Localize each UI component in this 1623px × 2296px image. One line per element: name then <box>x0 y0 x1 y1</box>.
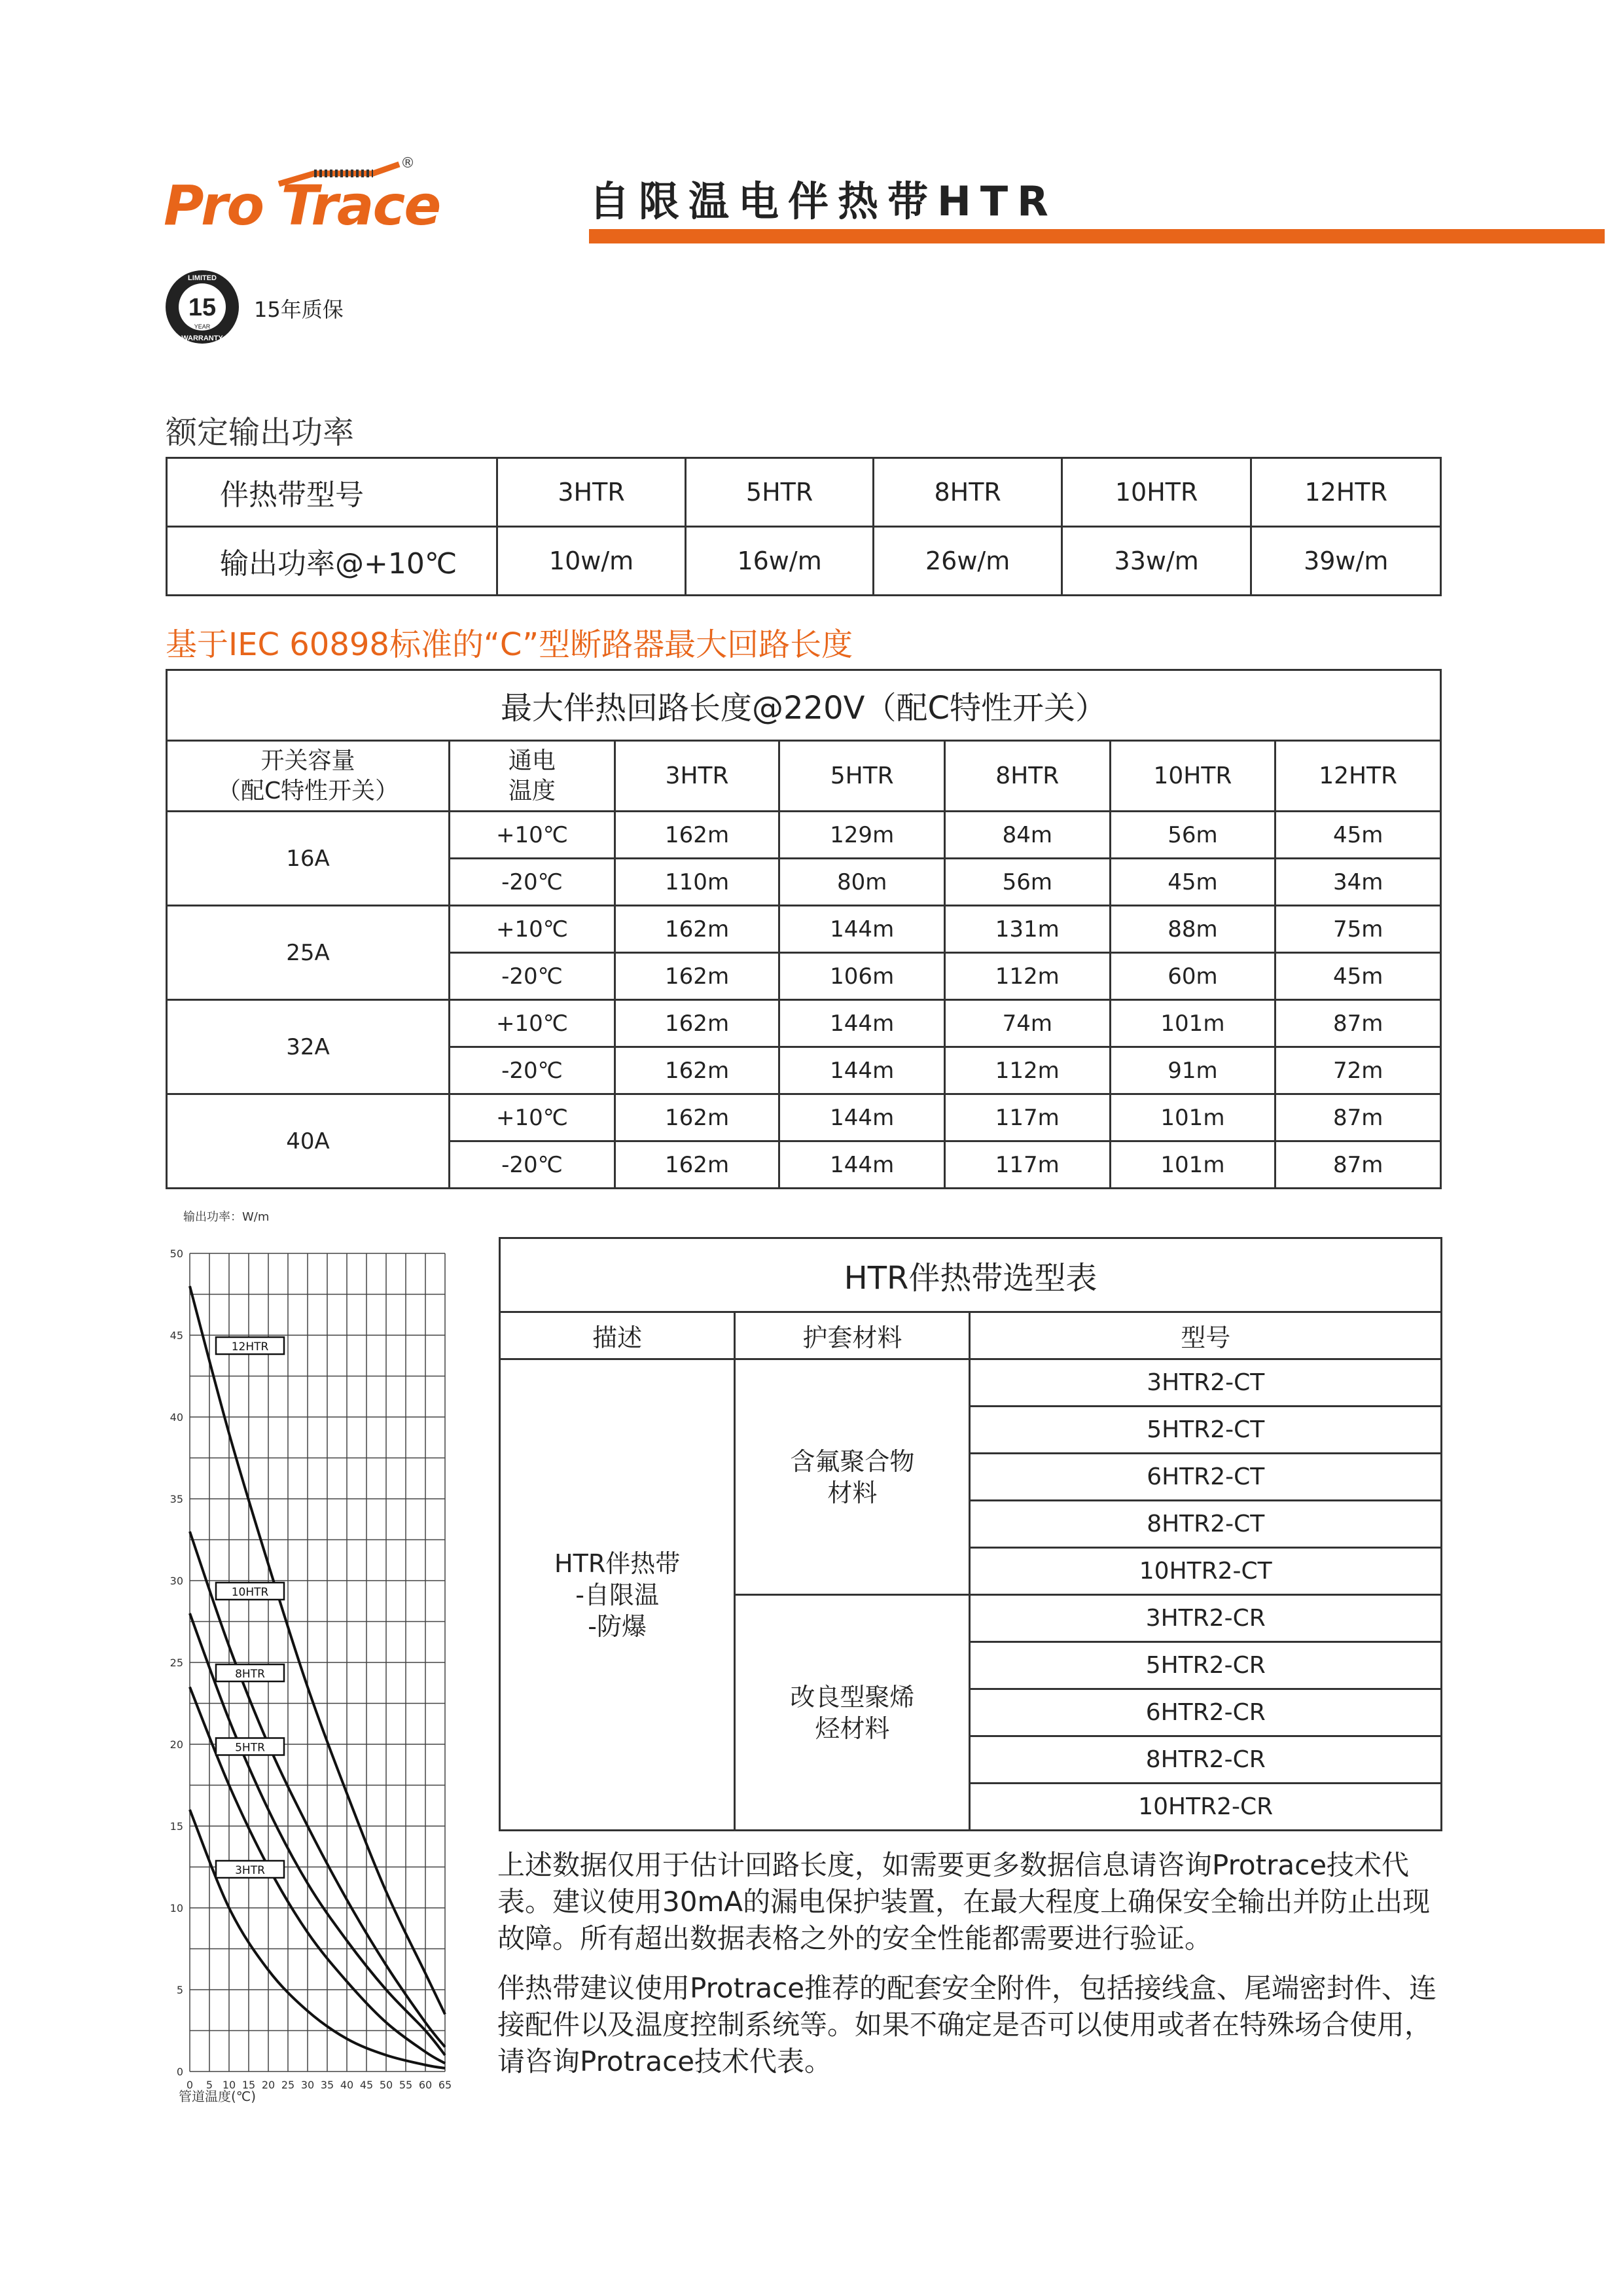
series-label: 3HTR <box>235 1864 265 1877</box>
x-tick-label: 50 <box>379 2079 393 2091</box>
y-tick-label: 50 <box>169 1247 183 1260</box>
length-cell: 144m <box>779 1141 945 1189</box>
y-tick-label: 15 <box>169 1820 183 1833</box>
x-tick-label: 15 <box>241 2079 256 2091</box>
notes <box>497 1847 1453 2093</box>
output-cell: 16w/m <box>685 527 874 596</box>
col-model-header: 型号 <box>970 1312 1442 1359</box>
model-cell: 10HTR2-CR <box>970 1784 1442 1831</box>
length-cell: 112m <box>944 1047 1110 1094</box>
table-row <box>167 1000 1441 1047</box>
col-model-header: 8HTR <box>944 741 1110 812</box>
temp-cell: -20℃ <box>450 1141 615 1189</box>
brand-logo <box>164 155 440 238</box>
row-header-model: 伴热带型号 <box>167 458 497 527</box>
length-cell: 144m <box>779 1094 945 1141</box>
description-cell: HTR伴热带 -自限温 -防爆 <box>500 1359 735 1831</box>
rated-output-table <box>166 457 1442 596</box>
x-tick-label: 60 <box>418 2079 433 2091</box>
note-paragraph: 上述数据仅用于估计回路长度，如需要更多数据信息请咨询Protrace技术代表。建议使用30mA的漏电保护装置，在最大程度上确保安全输出并防止出现故障。所有超出数据表格之外的安全性能都需要进行验证。 <box>497 1849 1431 1954</box>
model-cell: 3HTR2-CT <box>970 1359 1442 1407</box>
output-cell: 10w/m <box>497 527 686 596</box>
circuit-length-table <box>166 669 1442 1189</box>
col-model-header: 3HTR <box>615 741 779 812</box>
y-tick-label: 35 <box>169 1493 183 1505</box>
temp-cell: +10℃ <box>450 1000 615 1047</box>
length-cell: 162m <box>615 953 779 1000</box>
model-cell: 12HTR <box>1251 458 1441 527</box>
length-cell: 117m <box>944 1141 1110 1189</box>
temp-cell: -20℃ <box>450 859 615 906</box>
length-cell: 117m <box>944 1094 1110 1141</box>
model-cell: 5HTR <box>685 458 874 527</box>
model-cell: 10HTR2-CT <box>970 1548 1442 1595</box>
length-cell: 56m <box>1110 812 1275 859</box>
model-cell: 8HTR2-CT <box>970 1501 1442 1548</box>
length-cell: 60m <box>1110 953 1275 1000</box>
col-model-header: 10HTR <box>1110 741 1275 812</box>
series-line-3HTR <box>190 1810 445 2068</box>
length-cell: 101m <box>1110 1141 1275 1189</box>
selection-table <box>499 1237 1442 1831</box>
length-cell: 45m <box>1275 812 1441 859</box>
length-cell: 106m <box>779 953 945 1000</box>
col-material-header: 护套材料 <box>735 1312 970 1359</box>
chart-x-axis-label: 管道温度(℃) <box>179 2089 257 2104</box>
y-tick-label: 25 <box>169 1657 183 1669</box>
rated-output-heading: 额定输出功率 <box>166 414 355 451</box>
length-cell: 112m <box>944 953 1110 1000</box>
length-cell: 80m <box>779 859 945 906</box>
temp-cell: -20℃ <box>450 953 615 1000</box>
table-header-row <box>500 1312 1442 1359</box>
length-cell: 162m <box>615 1000 779 1047</box>
model-cell: 6HTR2-CT <box>970 1454 1442 1501</box>
x-tick-label: 40 <box>340 2079 354 2091</box>
y-tick-label: 45 <box>169 1329 183 1342</box>
temp-cell: -20℃ <box>450 1047 615 1094</box>
col-description-header: 描述 <box>500 1312 735 1359</box>
model-cell: 3HTR2-CR <box>970 1595 1442 1642</box>
circuit-length-heading: 基于IEC 60898标准的“C”型断路器最大回路长度 <box>166 626 853 663</box>
length-cell: 45m <box>1110 859 1275 906</box>
y-tick-label: 40 <box>169 1411 183 1424</box>
length-cell: 72m <box>1275 1047 1441 1094</box>
warranty-text: 15年质保 <box>254 297 344 322</box>
col-switch-header: 开关容量 （配C特性开关） <box>167 741 450 812</box>
temp-cell: +10℃ <box>450 906 615 953</box>
selection-caption: HTR伴热带选型表 <box>500 1238 1442 1312</box>
badge-ring-top: LIMITED <box>188 274 217 282</box>
model-cell: 5HTR2-CR <box>970 1642 1442 1689</box>
length-cell: 162m <box>615 1141 779 1189</box>
length-cell: 87m <box>1275 1000 1441 1047</box>
registered-mark: ® <box>401 155 415 171</box>
x-tick-label: 25 <box>281 2079 295 2091</box>
length-cell: 131m <box>944 906 1110 953</box>
output-cell: 26w/m <box>874 527 1062 596</box>
table-header-row <box>167 741 1441 812</box>
model-cell: 3HTR <box>497 458 686 527</box>
chart-grid <box>190 1253 445 2072</box>
temp-cell: +10℃ <box>450 1094 615 1141</box>
length-cell: 87m <box>1275 1094 1441 1141</box>
switch-cell: 40A <box>167 1094 450 1189</box>
x-tick-label: 65 <box>438 2079 452 2091</box>
length-cell: 162m <box>615 906 779 953</box>
x-tick-label: 20 <box>261 2079 276 2091</box>
y-tick-label: 20 <box>169 1738 183 1751</box>
badge-number: 15 <box>188 294 217 321</box>
x-tick-label: 30 <box>300 2079 315 2091</box>
table-row <box>167 906 1441 953</box>
series-label: 8HTR <box>235 1668 265 1681</box>
material-cell: 改良型聚烯 烃材料 <box>735 1595 970 1831</box>
length-cell: 144m <box>779 1000 945 1047</box>
col-model-header: 12HTR <box>1275 741 1441 812</box>
length-cell: 110m <box>615 859 779 906</box>
output-cell: 39w/m <box>1251 527 1441 596</box>
temp-cell: +10℃ <box>450 812 615 859</box>
x-tick-label: 5 <box>205 2079 213 2091</box>
x-tick-label: 45 <box>359 2079 374 2091</box>
length-cell: 45m <box>1275 953 1441 1000</box>
table-row <box>167 812 1441 859</box>
switch-cell: 32A <box>167 1000 450 1094</box>
y-tick-label: 10 <box>169 1902 183 1914</box>
switch-cell: 16A <box>167 812 450 906</box>
model-cell: 8HTR <box>874 458 1062 527</box>
length-cell: 56m <box>944 859 1110 906</box>
length-cell: 162m <box>615 1094 779 1141</box>
y-tick-label: 0 <box>176 2066 183 2078</box>
table-caption-row <box>167 670 1441 741</box>
series-label: 10HTR <box>231 1586 269 1599</box>
x-tick-label: 35 <box>320 2079 334 2091</box>
length-cell: 144m <box>779 906 945 953</box>
x-tick-label: 10 <box>222 2079 236 2091</box>
length-cell: 162m <box>615 812 779 859</box>
col-temp-header: 通电 温度 <box>450 741 615 812</box>
power-temperature-chart <box>157 1204 465 2114</box>
material-cell: 含氟聚合物 材料 <box>735 1359 970 1595</box>
table-row <box>167 527 1441 596</box>
length-cell: 75m <box>1275 906 1441 953</box>
series-label: 5HTR <box>235 1741 265 1755</box>
badge-ring-mid: YEAR <box>194 323 211 330</box>
length-cell: 87m <box>1275 1141 1441 1189</box>
warranty-badge-icon <box>164 268 241 346</box>
badge-ring-bottom: WARRANTY <box>181 334 223 342</box>
length-cell: 129m <box>779 812 945 859</box>
series-line-10HTR <box>190 1532 445 2047</box>
note-paragraph: 伴热带建议使用Protrace推荐的配套安全附件，包括接线盒、尾端密封件、连接配件以及温度控制系统等。如果不确定是否可以使用或者在特殊场合使用，请咨询Protrace技术代表。 <box>497 1972 1437 2077</box>
model-cell: 8HTR2-CR <box>970 1736 1442 1784</box>
length-cell: 144m <box>779 1047 945 1094</box>
output-cell: 33w/m <box>1061 527 1251 596</box>
series-label: 12HTR <box>231 1340 269 1354</box>
length-cell: 101m <box>1110 1094 1275 1141</box>
page-title: 自限温电伴热带HTR <box>589 177 1058 225</box>
row-header-output: 输出功率@+10℃ <box>167 527 497 596</box>
length-cell: 84m <box>944 812 1110 859</box>
table-row <box>167 458 1441 527</box>
chart-y-axis-label: 输出功率：W/m <box>183 1210 270 1224</box>
table-caption: 最大伴热回路长度@220V（配C特性开关） <box>167 670 1441 741</box>
brand-name: Pro Trace <box>164 173 440 238</box>
col-model-header: 5HTR <box>779 741 945 812</box>
length-cell: 101m <box>1110 1000 1275 1047</box>
title-accent-bar <box>589 229 1605 243</box>
length-cell: 74m <box>944 1000 1110 1047</box>
y-tick-label: 5 <box>176 1984 183 1996</box>
model-cell: 10HTR <box>1061 458 1251 527</box>
model-cell: 5HTR2-CT <box>970 1407 1442 1454</box>
y-tick-label: 30 <box>169 1575 183 1587</box>
table-caption-row <box>500 1238 1442 1312</box>
length-cell: 34m <box>1275 859 1441 906</box>
switch-cell: 25A <box>167 906 450 1000</box>
x-tick-label: 55 <box>399 2079 413 2091</box>
length-cell: 91m <box>1110 1047 1275 1094</box>
x-tick-label: 0 <box>186 2079 194 2091</box>
table-row <box>167 1094 1441 1141</box>
length-cell: 162m <box>615 1047 779 1094</box>
table-row <box>500 1359 1442 1407</box>
length-cell: 88m <box>1110 906 1275 953</box>
model-cell: 6HTR2-CR <box>970 1689 1442 1736</box>
